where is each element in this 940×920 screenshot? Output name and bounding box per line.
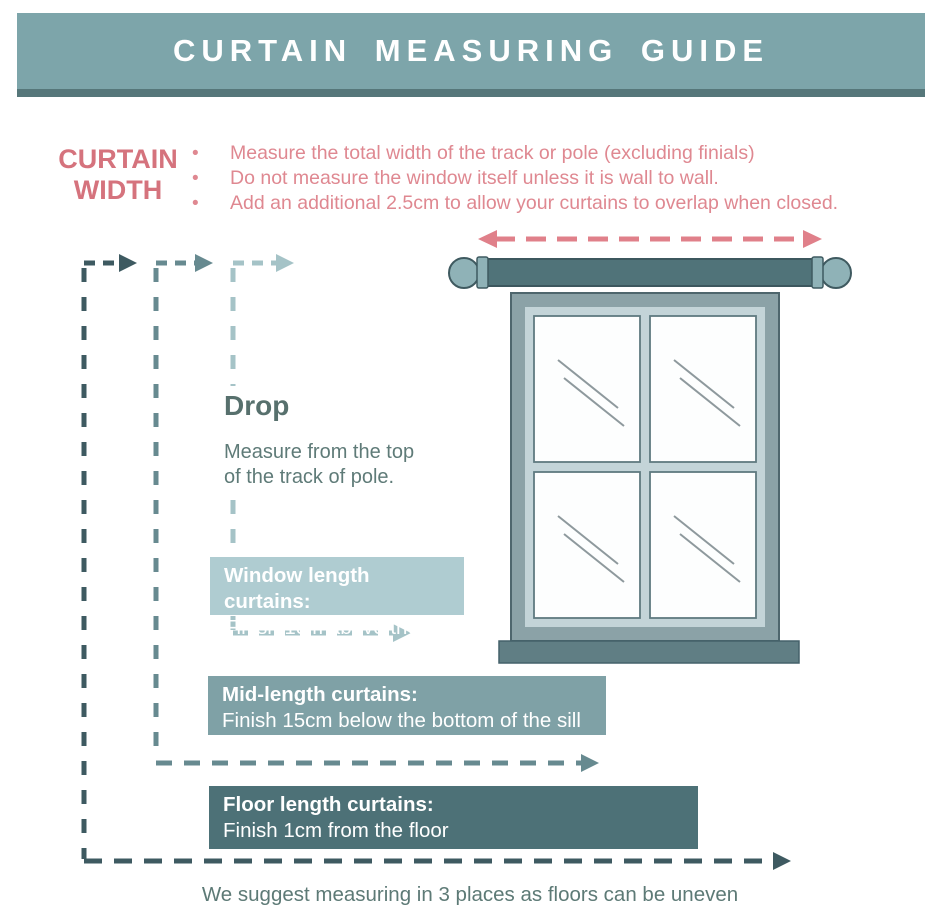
- bullet-text: Add an additional 2.5cm to allow your curtains to overlap when closed.: [230, 192, 839, 214]
- bullet-text: Measure the total width of the track or pole (excluding finials): [230, 142, 755, 164]
- mid-length-title: Mid-length curtains:: [222, 683, 418, 706]
- window-length-box: [210, 557, 464, 639]
- floor-length-detail: Finish 1cm from the floor: [223, 819, 449, 842]
- curtain-pole-icon: [449, 257, 851, 288]
- page-title: CURTAIN MEASURING GUIDE: [172, 33, 770, 68]
- footer-note: We suggest measuring in 3 places as floors can be uneven: [201, 883, 739, 906]
- mid-length-detail: Finish 15cm below the bottom of the sill: [222, 709, 581, 732]
- window-icon: [499, 293, 799, 663]
- floor-length-box: [209, 786, 698, 849]
- curtain-width-label: CURTAIN WIDTH: [58, 144, 178, 205]
- bullet-dot-icon: •: [192, 143, 199, 164]
- drop-description: Measure from the top of the track of pole.: [224, 441, 415, 488]
- floor-length-title: Floor length curtains:: [223, 793, 434, 816]
- bullet-dot-icon: •: [192, 193, 199, 214]
- bullet-text: Do not measure the window itself unless it is wall to wall.: [230, 167, 719, 189]
- drop-section: [216, 386, 428, 496]
- window-length-detail: Finish 1cm above the sill: [224, 616, 449, 639]
- bullet-dot-icon: •: [192, 168, 199, 189]
- mid-length-box: [208, 676, 606, 735]
- window-length-title: Window length curtains:: [224, 564, 370, 613]
- drop-heading: Drop: [224, 390, 290, 421]
- width-arrow-icon: [478, 230, 822, 248]
- window-sill: [499, 641, 799, 663]
